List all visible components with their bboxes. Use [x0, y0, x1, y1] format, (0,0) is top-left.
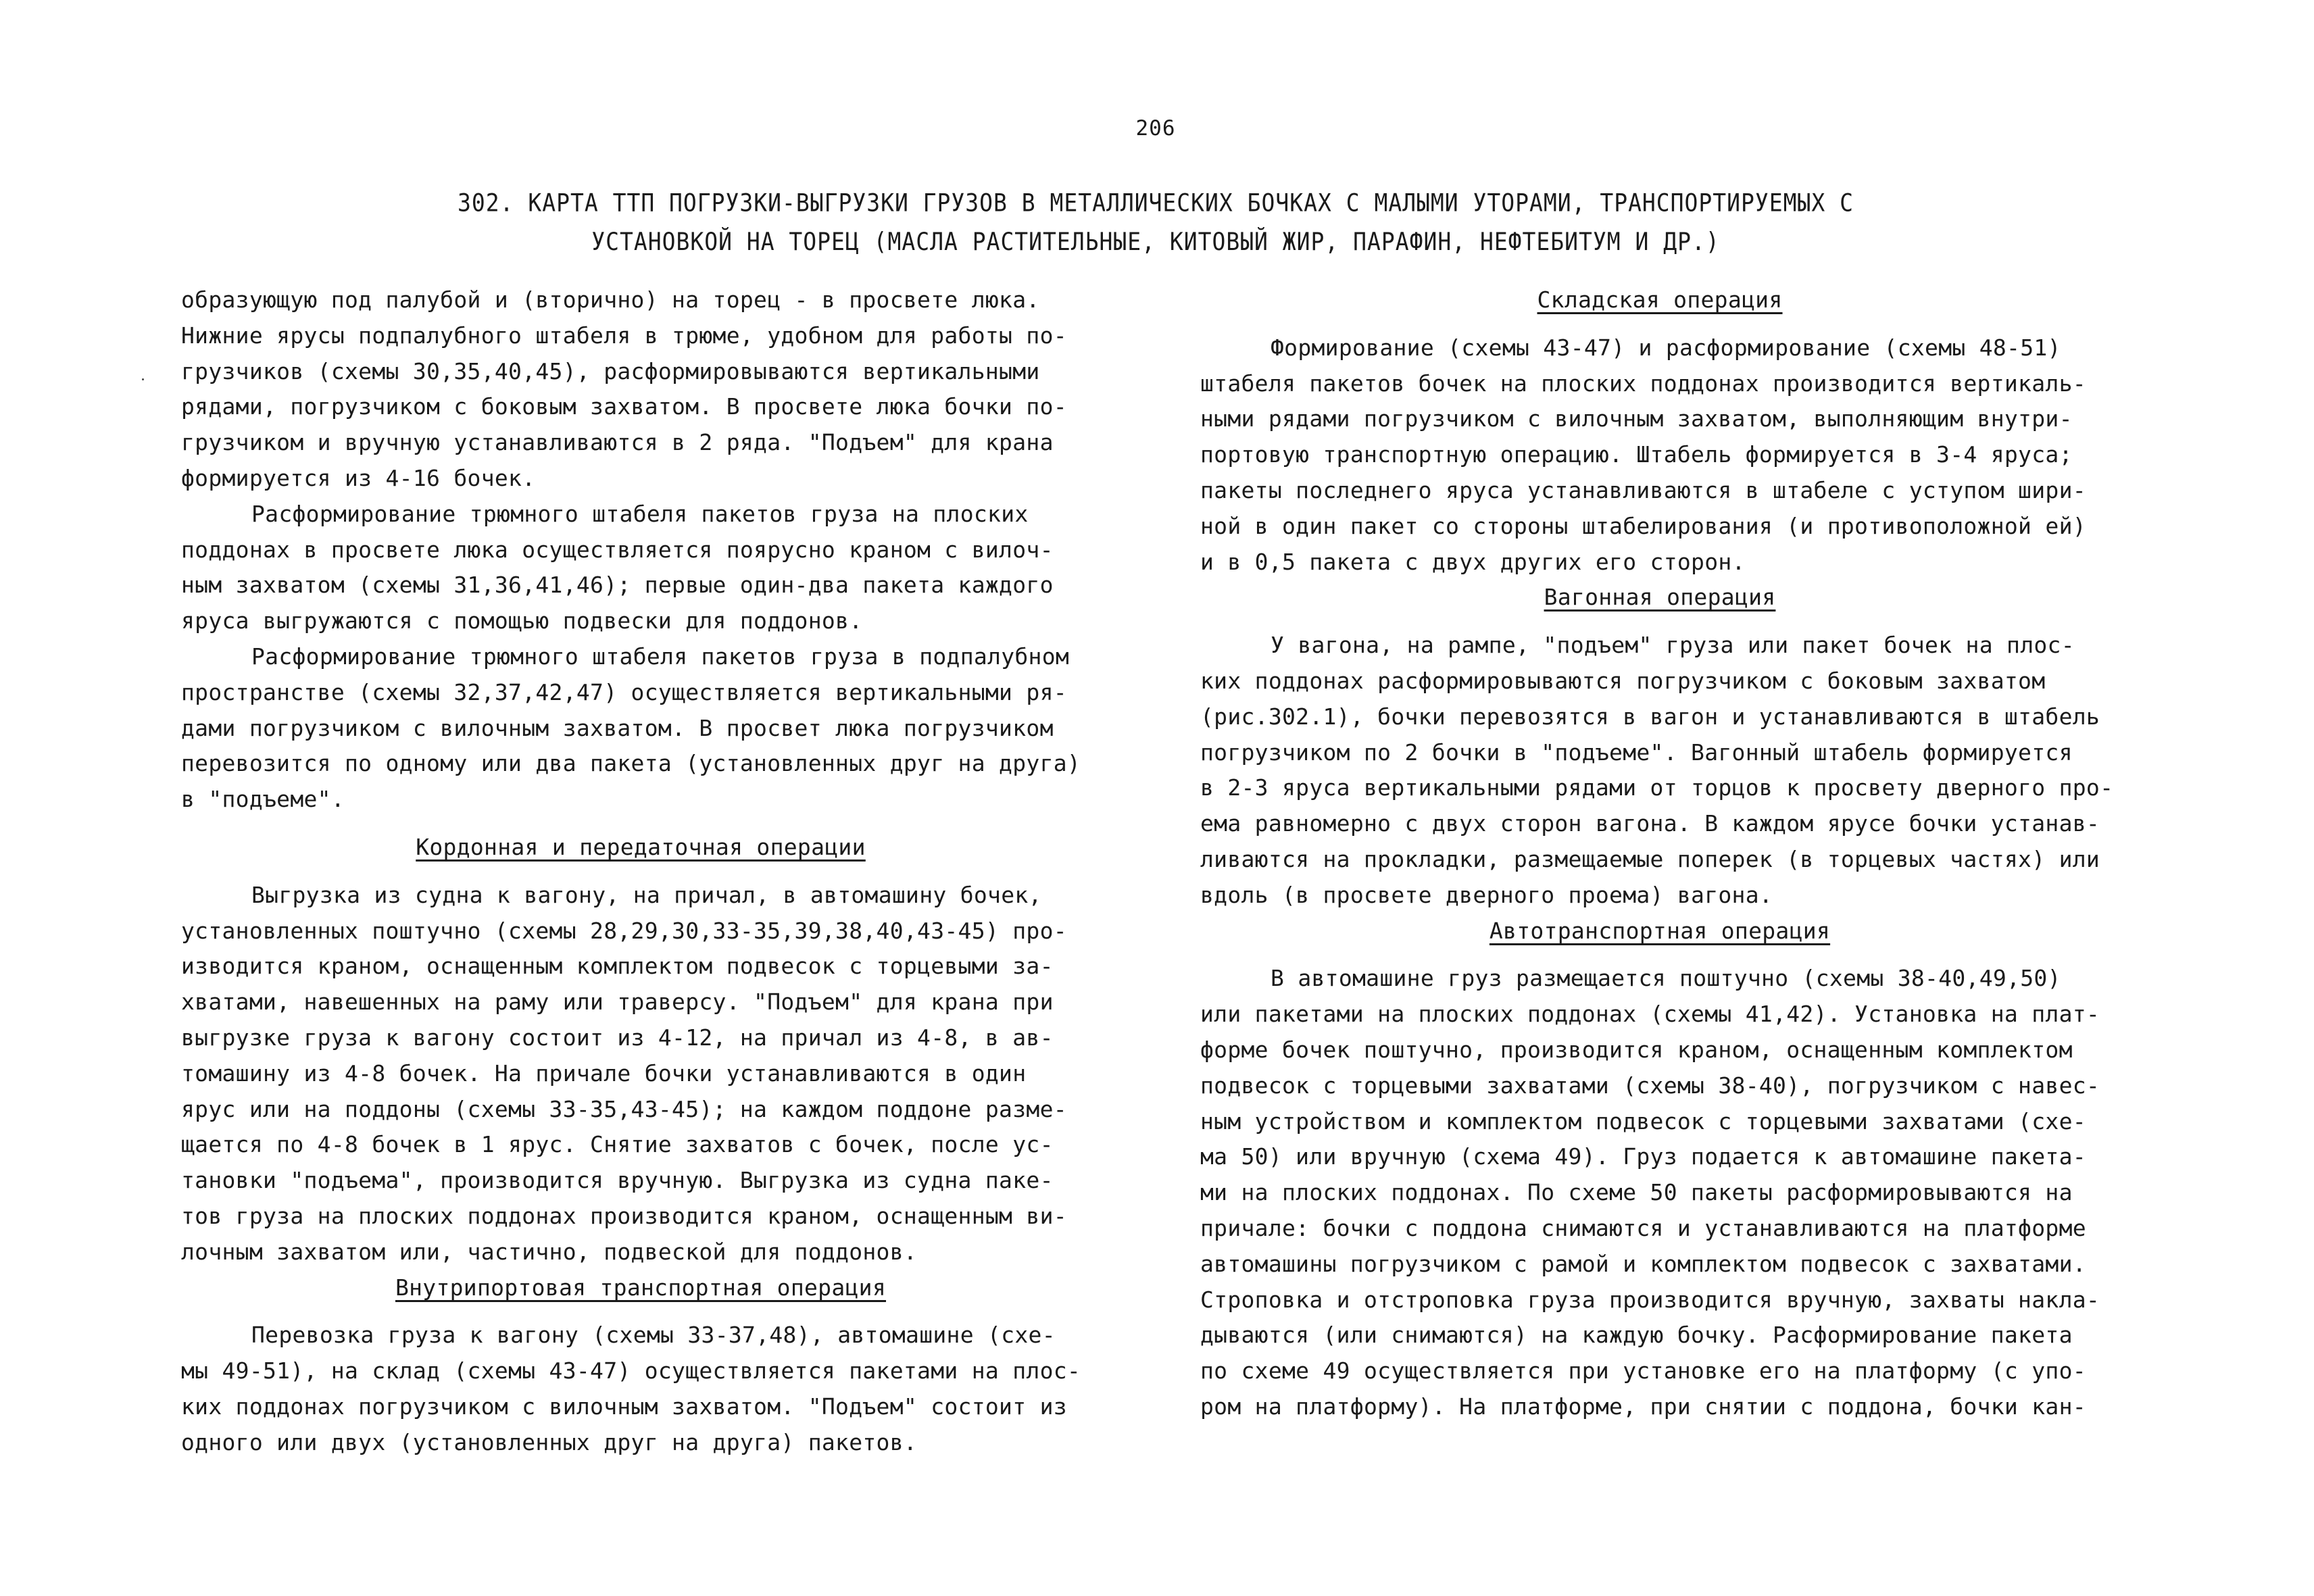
- text-line: образующую под палубой и (вторично) на торец - в просвете люка.: [181, 286, 1040, 313]
- section-heading: Складская операция: [1537, 286, 1783, 313]
- text-line: погрузчиком по 2 бочки в "подъеме". Вагонный штабель формируется: [1200, 739, 2073, 766]
- right-column: [1200, 282, 2119, 1425]
- text-line: ным устройством и комплектом подвесок с торцевыми захватами (схе-: [1200, 1107, 2086, 1134]
- text-line: в "подъеме".: [181, 786, 345, 813]
- paragraph: [1200, 961, 2119, 1424]
- text-line: яруса выгружаются с помощью подвески для поддонов.: [181, 607, 863, 634]
- text-line: по схеме 49 осуществляется при установке его на платформу (с упо-: [1200, 1357, 2086, 1385]
- section-heading: Вагонная операция: [1544, 584, 1776, 611]
- text-line: ным захватом (схемы 31,36,41,46); первые один-два пакета каждого: [181, 572, 1054, 599]
- text-line: поддонах в просвете люка осуществляется поярусно краном с вилоч-: [181, 536, 1054, 563]
- text-line: форме бочек поштучно, производится краном, оснащенным комплектом: [1200, 1036, 2073, 1063]
- text-line: ми на плоских поддонах. По схеме 50 пакеты расформировываются на: [1200, 1179, 2073, 1206]
- text-line: ких поддонах погрузчиком с вилочным захватом. "Подъем" состоит из: [181, 1393, 1067, 1420]
- scan-speck: [142, 378, 144, 380]
- text-line: формируется из 4-16 бочек.: [181, 464, 536, 491]
- text-line: Расформирование трюмного штабеля пакетов груза на плоских: [251, 500, 1029, 527]
- text-line: ной в один пакет со стороны штабелирования (и противоположной ей): [1200, 512, 2086, 539]
- text-line: перевозится по одному или два пакета (установленных друг на друга): [181, 750, 1081, 777]
- section-heading: Кордонная и передаточная операции: [416, 833, 866, 860]
- text-line: или пакетами на плоских поддонах (схемы 41,42). Установка на плат-: [1200, 1001, 2100, 1028]
- text-line: изводится краном, оснащенным комплектом подвесок с торцевыми за-: [181, 953, 1054, 980]
- section-heading: Автотранспортная операция: [1489, 917, 1831, 944]
- paragraph: [1200, 330, 2119, 580]
- text-line: ром на платформу). На платформе, при снятии с поддона, бочки кан-: [1200, 1393, 2086, 1420]
- text-line: в 2-3 яруса вертикальными рядами от торцов к просвету дверного про-: [1200, 774, 2114, 801]
- text-line: установленных поштучно (схемы 28,29,30,33-35,39,38,40,43-45) про-: [181, 917, 1067, 944]
- text-line: ярус или на поддоны (схемы 33-35,43-45); на каждом поддоне разме-: [181, 1095, 1067, 1122]
- text-line: ными рядами погрузчиком с вилочным захватом, выполняющим внутри-: [1200, 405, 2073, 432]
- text-line: томашину из 4-8 бочек. На причале бочки устанавливаются в один: [181, 1059, 1027, 1087]
- text-line: дами погрузчиком с вилочным захватом. В просвет люка погрузчиком: [181, 714, 1054, 741]
- text-line: дываются (или снимаются) на каждую бочку. Расформирование пакета: [1200, 1322, 2073, 1349]
- text-line: выгрузке груза к вагону состоит из 4-12, на причал из 4-8, в ав-: [181, 1024, 1054, 1051]
- text-line: автомашины погрузчиком с рамой и комплектом подвесок с захватами.: [1200, 1250, 2086, 1277]
- text-line: Выгрузка из судна к вагону, на причал, в автомашину бочек,: [251, 881, 1042, 908]
- paragraph: [181, 639, 1100, 818]
- title-line-1: 302. КАРТА ТТП ПОГРУЗКИ-ВЫГРУЗКИ ГРУЗОВ В МЕТАЛЛИЧЕСКИХ БОЧКАХ С МАЛЫМИ УТОРАМИ, ТРАНСПОРТИРУЕМЫХ С: [458, 188, 1854, 218]
- text-line: штабеля пакетов бочек на плоских поддонах производится вертикаль-: [1200, 370, 2086, 397]
- paragraph: [181, 878, 1100, 1270]
- text-line: пакеты последнего яруса устанавливаются в штабеле с уступом шири-: [1200, 476, 2086, 503]
- text-line: мы 49-51), на склад (схемы 43-47) осуществляется пакетами на плос-: [181, 1357, 1081, 1385]
- text-line: причале: бочки с поддона снимаются и устанавливаются на платформе: [1200, 1214, 2086, 1241]
- text-line: Нижние ярусы подпалубного штабеля в трюме, удобном для работы по-: [181, 322, 1067, 349]
- text-line: ливаются на прокладки, размещаемые поперек (в торцевых частях) или: [1200, 845, 2100, 872]
- text-line: Расформирование трюмного штабеля пакетов груза в подпалубном: [251, 643, 1070, 670]
- text-line: одного или двух (установленных друг на друга) пакетов.: [181, 1428, 918, 1455]
- text-line: тов груза на плоских поддонах производится краном, оснащенным ви-: [181, 1202, 1067, 1229]
- paragraph: [181, 1318, 1100, 1460]
- text-line: (рис.302.1), бочки перевозятся в вагон и устанавливаются в штабель: [1200, 703, 2100, 730]
- text-line: У вагона, на рампе, "подъем" груза или пакет бочек на плос-: [1271, 632, 2075, 659]
- text-line: пространстве (схемы 32,37,42,47) осуществляется вертикальными ря-: [181, 678, 1067, 705]
- text-line: и в 0,5 пакета с двух других его сторон.: [1200, 548, 1746, 575]
- text-line: ма 50) или вручную (схема 49). Груз подается к автомашине пакета-: [1200, 1143, 2086, 1170]
- text-line: лочным захватом или, частично, подвеской для поддонов.: [181, 1238, 918, 1265]
- text-line: Строповка и отстроповка груза производится вручную, захваты накла-: [1200, 1286, 2100, 1313]
- text-line: ема равномерно с двух сторон вагона. В каждом ярусе бочки устанав-: [1200, 810, 2100, 837]
- text-line: ких поддонах расформировываются погрузчиком с боковым захватом: [1200, 667, 2046, 694]
- text-line: хватами, навешенных на раму или траверсу. "Подъем" для крана при: [181, 989, 1054, 1016]
- text-line: подвесок с торцевыми захватами (схемы 38-40), погрузчиком с навес-: [1200, 1072, 2100, 1099]
- text-line: В автомашине груз размещается поштучно (схемы 38-40,49,50): [1271, 965, 2061, 992]
- document-title: [392, 184, 1919, 261]
- title-line-2: УСТАНОВКОЙ НА ТОРЕЦ (МАСЛА РАСТИТЕЛЬНЫЕ, КИТОВЫЙ ЖИР, ПАРАФИН, НЕФТЕБИТУМ И ДР.): [591, 226, 1720, 256]
- paragraph: [181, 497, 1100, 639]
- text-line: тановки "подъема", производится вручную. Выгрузка из судна паке-: [181, 1167, 1054, 1194]
- left-column: [181, 282, 1100, 1461]
- text-line: Формирование (схемы 43-47) и расформирование (схемы 48-51): [1271, 334, 2061, 361]
- paragraph-intro: [181, 282, 1100, 497]
- text-line: грузчиком и вручную устанавливаются в 2 ряда. "Подъем" для крана: [181, 429, 1054, 456]
- section-heading: Внутрипортовая транспортная операция: [395, 1274, 887, 1301]
- text-line: вдоль (в просвете дверного проема) вагона.: [1200, 881, 1773, 908]
- text-line: рядами, погрузчиком с боковым захватом. В просвете люка бочки по-: [181, 393, 1067, 420]
- text-line: портовую транспортную операцию. Штабель формируется в 3-4 яруса;: [1200, 441, 2073, 468]
- paragraph: [1200, 628, 2119, 913]
- text-line: Перевозка груза к вагону (схемы 33-37,48), автомашине (схе-: [251, 1322, 1056, 1349]
- text-line: грузчиков (схемы 30,35,40,45), расформировываются вертикальными: [181, 357, 1040, 384]
- text-line: щается по 4-8 бочек в 1 ярус. Снятие захватов с бочек, после ус-: [181, 1131, 1054, 1158]
- page-number: 206: [1135, 116, 1176, 141]
